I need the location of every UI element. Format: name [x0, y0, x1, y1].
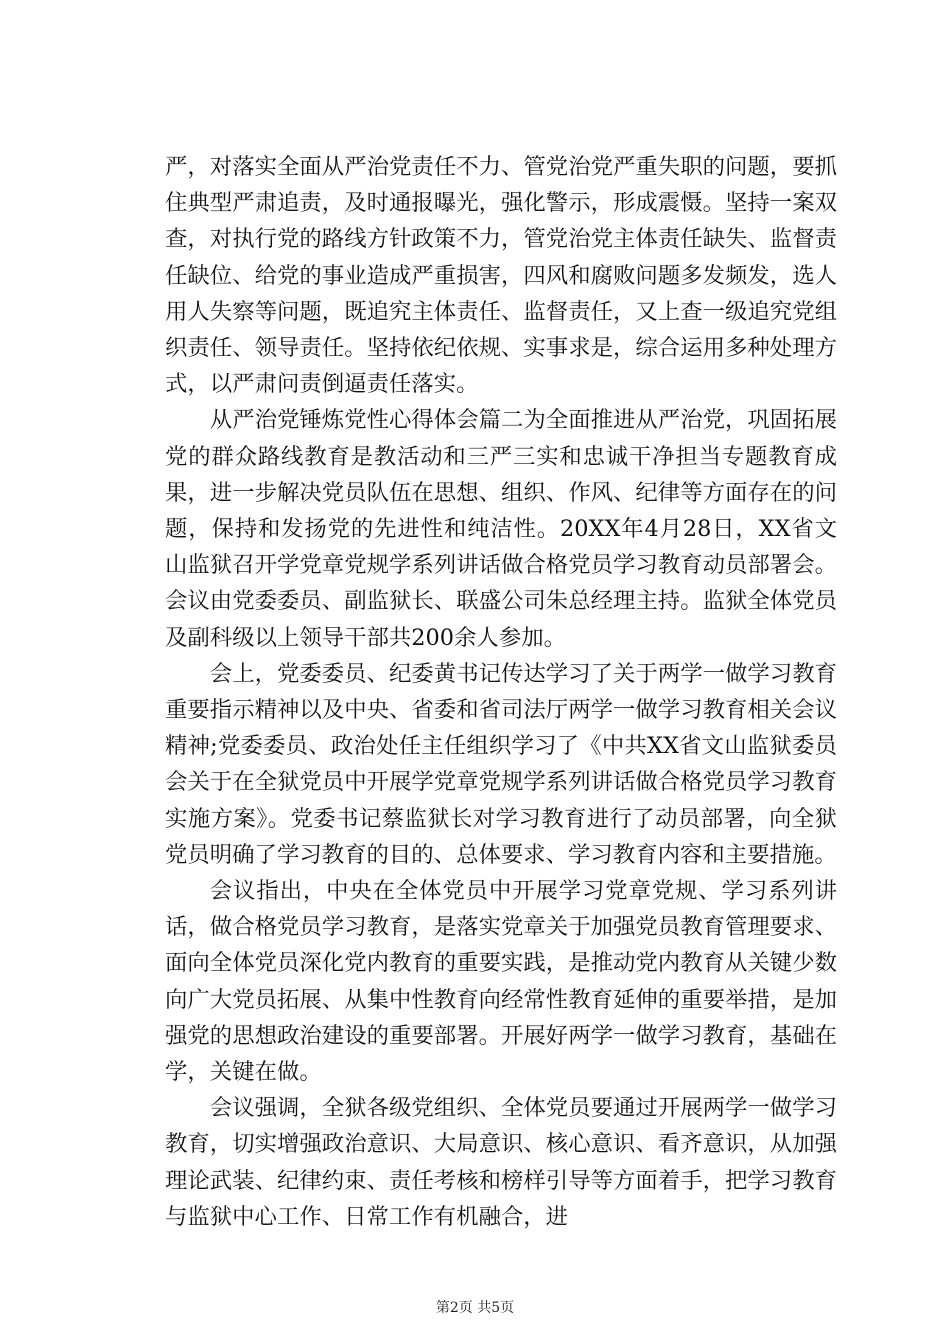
paragraph-2: 从严治党锤炼党性心得体会篇二为全面推进从严治党，巩固拓展党的群众路线教育是教活动和三严三实和忠诚干净担当专题教育成果，进一步解决党员队伍在思想、组织、作风、纪律等方面存在的问题，保持和发扬党的先进性和纯洁性。20XX年4月28日，XX省文山监狱召开学党章党规学系列讲话做合格党员学习教育动员部署会。会议由党委委员、副监狱长、联盛公司朱总经理主持。监狱全体党员及副科级以上领导干部共200余人参加。	[165, 407, 837, 651]
paragraph-3: 会上，党委委员、纪委黄书记传达学习了关于两学一做学习教育重要指示精神以及中央、省委和省司法厅两学一做学习教育相关会议精神;党委委员、政治处任主任组织学习了《中共XX省文山监狱委员会关于在全狱党员中开展学党章党规学系列讲话做合格党员学习教育实施方案》。党委书记蔡监狱长对学习教育进行了动员部署，向全狱党员明确了学习教育的目的、总体要求、学习教育内容和主要措施。	[165, 660, 837, 868]
document-body	[165, 149, 837, 1235]
paragraph-1: 严，对落实全面从严治党责任不力、管党治党严重失职的问题，要抓住典型严肃追责，及时通报曝光，强化警示，形成震慑。坚持一案双查，对执行党的路线方针政策不力，管党治党主体责任缺失、监督责任缺位、给党的事业造成严重损害，四风和腐败问题多发频发，选人用人失察等问题，既追究主体责任、监督责任，又上查一级追究党组织责任、领导责任。坚持依纪依规、实事求是，综合运用多种处理方式，以严肃问责倒逼责任落实。	[165, 154, 837, 398]
page-number-footer: 第2页 共5页	[435, 1300, 515, 1316]
paragraph-5: 会议强调，全狱各级党组织、全体党员要通过开展两学一做学习教育，切实增强政治意识、大局意识、核心意识、看齐意识，从加强理论武装、纪律约束、责任考核和榜样引导等方面着手，把学习教育与监狱中心工作、日常工作有机融合，进	[165, 1095, 837, 1230]
paragraph-4: 会议指出，中央在全体党员中开展学习党章党规、学习系列讲话，做合格党员学习教育，是落实党章关于加强党员教育管理要求、面向全体党员深化党内教育的重要实践，是推动党内教育从关键少数向广大党员拓展、从集中性教育向经常性教育延伸的重要举措，是加强党的思想政治建设的重要部署。开展好两学一做学习教育，基础在学，关键在做。	[165, 878, 837, 1086]
